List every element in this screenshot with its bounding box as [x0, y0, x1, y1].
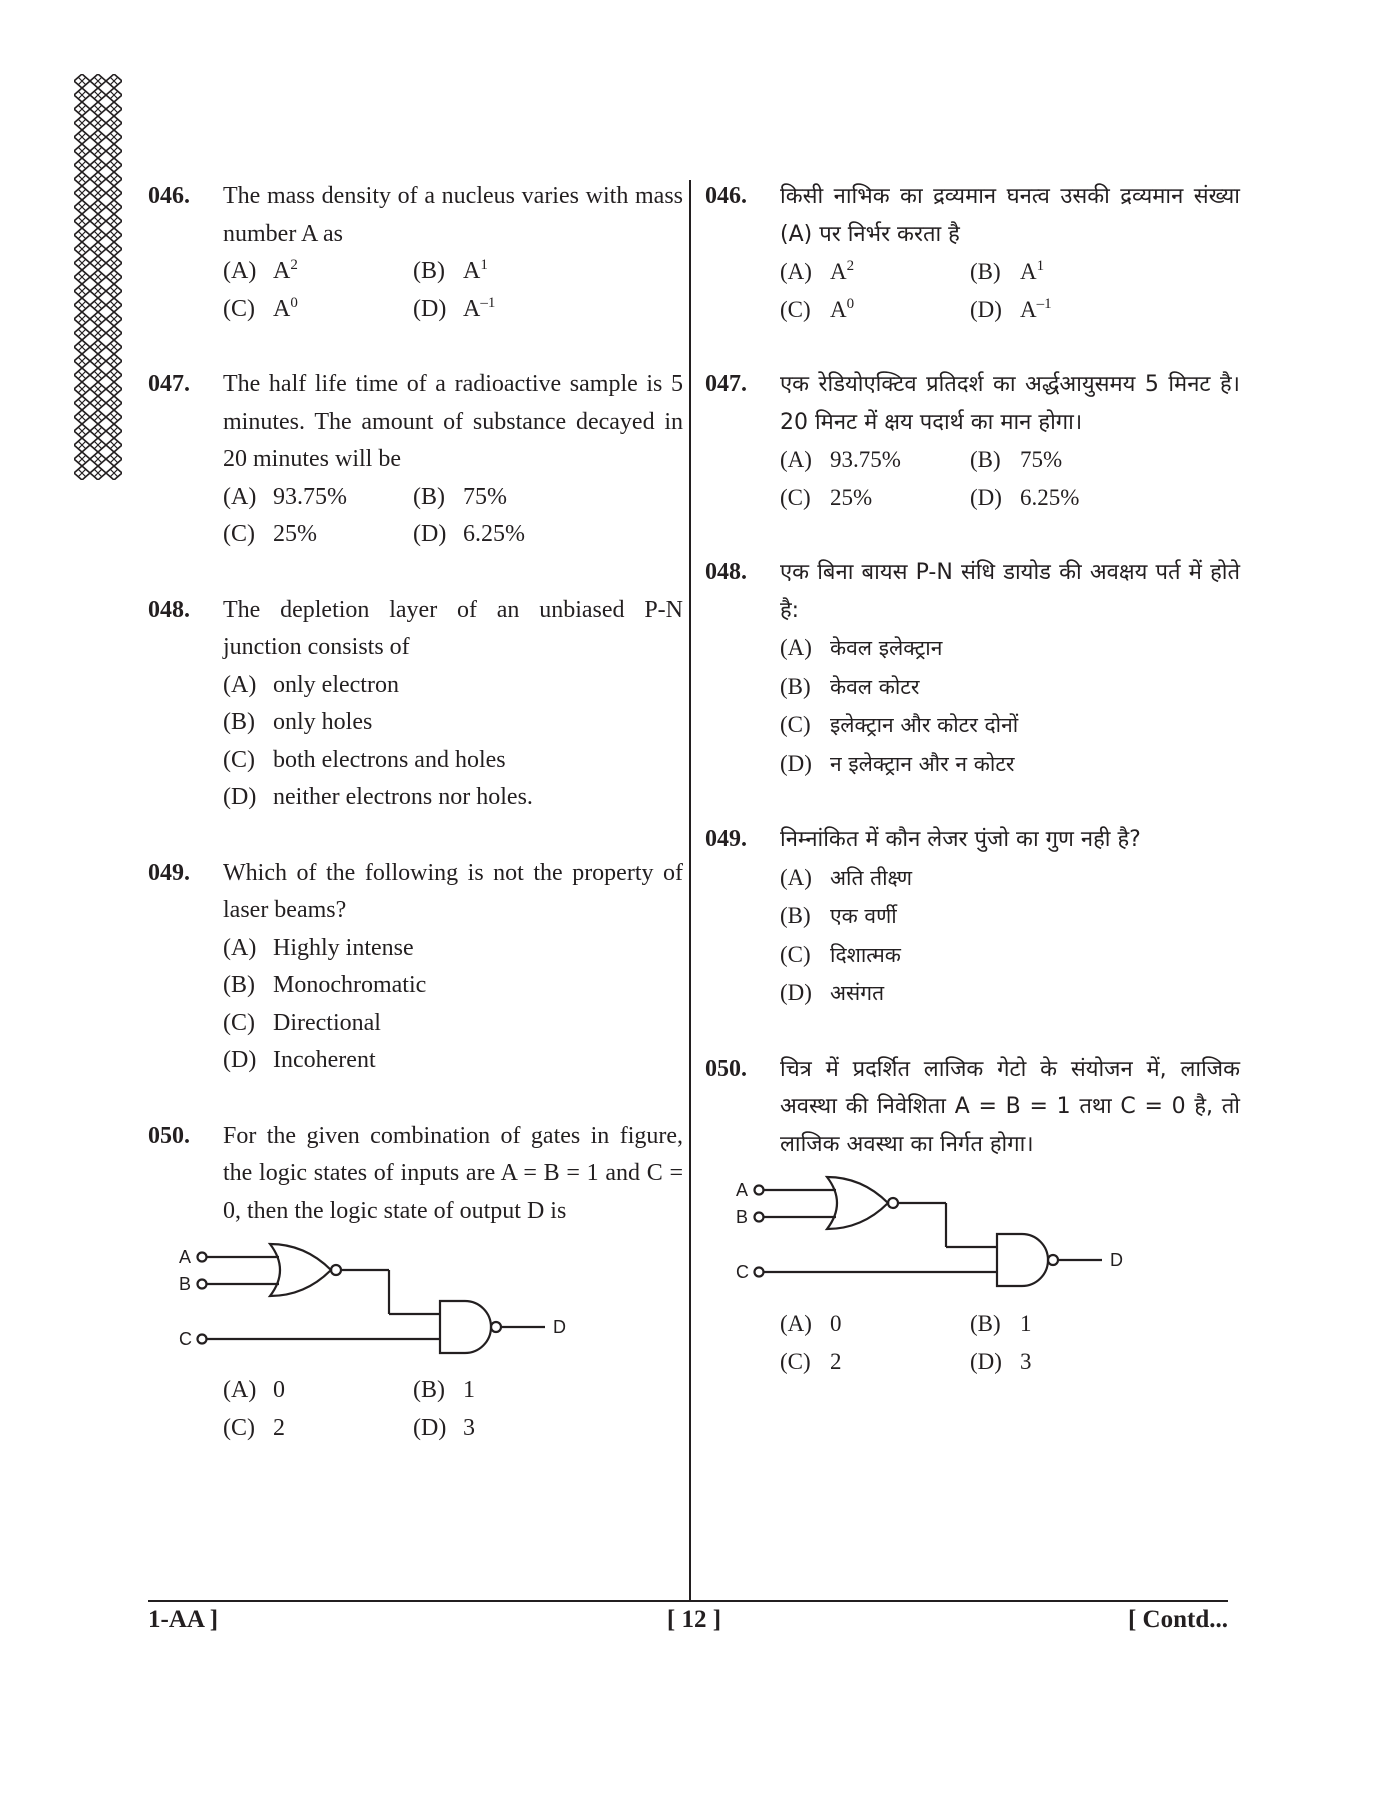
- nand-bubble: [1048, 1255, 1058, 1265]
- option-label: (B): [970, 1311, 1001, 1336]
- question-048: [705, 554, 1240, 783]
- options-list: [780, 441, 1240, 516]
- question-number: 050.: [148, 1122, 190, 1149]
- option-text: 6.25%: [1020, 484, 1080, 510]
- option-text: 3: [1020, 1348, 1032, 1374]
- option-label: (D): [970, 484, 1002, 510]
- option-label: (A): [780, 864, 812, 890]
- option-b: [413, 479, 683, 517]
- option-label: (B): [413, 1377, 445, 1403]
- hindi-column: [705, 178, 1240, 1418]
- input-a-label: A: [736, 1180, 749, 1200]
- option-label: (C): [780, 941, 811, 967]
- nor-gate: [270, 1244, 331, 1296]
- question-text: किसी नाभिक का द्रव्यमान घनत्व उसकी द्रव्यमान संख्या (A) पर निर्भर करता है: [780, 184, 1240, 247]
- option-a: [780, 1305, 970, 1343]
- option-label: (D): [970, 296, 1002, 322]
- question-number: 050.: [705, 1055, 747, 1082]
- option-c: [780, 706, 1240, 745]
- option-exponent: 0: [846, 295, 855, 312]
- question-047: [148, 366, 683, 554]
- options-list: [223, 667, 683, 817]
- option-text: असंगत: [830, 981, 885, 1005]
- option-label: (C): [223, 295, 255, 322]
- option-exponent: 0: [290, 294, 298, 311]
- option-text: 2: [830, 1348, 842, 1374]
- option-text: Highly intense: [273, 934, 414, 961]
- options-list: [780, 253, 1240, 328]
- option-label: (D): [223, 1047, 257, 1073]
- question-050: [705, 1051, 1240, 1381]
- option-label: (C): [780, 1348, 811, 1374]
- option-c: [780, 479, 970, 517]
- logic-circuit-diagram: [732, 1169, 1192, 1299]
- option-label: (C): [780, 484, 811, 510]
- option-label: (D): [413, 295, 447, 322]
- option-b: [223, 967, 683, 1005]
- option-c: [223, 516, 413, 554]
- option-text: 75%: [463, 483, 507, 510]
- option-d: [413, 516, 683, 554]
- nand-gate: [997, 1234, 1048, 1286]
- option-label: (A): [780, 259, 812, 284]
- option-base: A: [1020, 259, 1037, 284]
- option-base: A: [463, 258, 481, 284]
- option-label: (D): [223, 784, 257, 810]
- option-b: [970, 1305, 1240, 1343]
- option-base: A: [463, 295, 481, 322]
- question-number: 046.: [705, 183, 747, 209]
- option-base: A: [1020, 296, 1037, 322]
- option-a: [780, 859, 1240, 898]
- nand-gate: [440, 1301, 491, 1353]
- option-text: only holes: [273, 709, 373, 735]
- option-label: (A): [223, 258, 257, 284]
- option-b: [970, 253, 1240, 291]
- option-d: [970, 479, 1240, 517]
- question-049: [705, 821, 1240, 1013]
- input-a-label: A: [179, 1247, 192, 1267]
- column-divider: [689, 180, 691, 1600]
- input-b-label: B: [736, 1207, 749, 1227]
- option-b: [970, 441, 1240, 479]
- option-label: (C): [223, 1414, 255, 1441]
- option-base: A: [830, 296, 847, 322]
- question-049: [148, 855, 683, 1080]
- option-label: (C): [223, 521, 255, 547]
- option-label: (C): [780, 296, 811, 322]
- option-label: (C): [223, 746, 255, 773]
- question-text: The depletion layer of an unbiased P-N junction consists of: [223, 596, 683, 660]
- option-label: (C): [780, 712, 811, 737]
- option-label: (D): [413, 521, 447, 547]
- page-number: [ 12 ]: [666, 1606, 722, 1633]
- option-label: (D): [413, 1414, 447, 1441]
- question-text: For the given combination of gates in figure, the logic states of inputs are A = B = 1 and C = 0, then the logic state of output D is: [223, 1122, 683, 1224]
- barcode-pattern: [74, 74, 122, 480]
- question-number: 049.: [148, 859, 190, 886]
- option-label: (A): [223, 1377, 257, 1403]
- option-text: दिशात्मक: [830, 942, 901, 967]
- option-d: [780, 974, 1240, 1013]
- input-c-label: C: [736, 1262, 749, 1282]
- option-a: [223, 1372, 413, 1410]
- option-a: [223, 930, 683, 968]
- option-d: [970, 1343, 1240, 1381]
- option-text: 93.75%: [830, 447, 901, 472]
- option-text: Directional: [273, 1009, 381, 1036]
- question-number: 047.: [148, 371, 190, 397]
- option-exponent: 1: [1036, 258, 1045, 274]
- option-text: 6.25%: [463, 521, 525, 547]
- option-label: (A): [780, 635, 812, 660]
- question-text: निम्नांकित में कौन लेजर पुंजो का गुण नही है?: [780, 827, 1141, 852]
- option-text: only electron: [273, 671, 399, 698]
- option-label: (B): [223, 972, 255, 998]
- option-text: एक वर्णी: [830, 904, 897, 928]
- option-label: (B): [970, 447, 1001, 472]
- option-text: केवल कोटर: [830, 674, 920, 699]
- option-c: [223, 291, 413, 329]
- option-exponent: 2: [290, 257, 298, 273]
- option-d: [223, 1042, 683, 1080]
- english-column: [148, 178, 683, 1485]
- option-label: (D): [780, 750, 812, 776]
- option-b: [413, 1372, 683, 1410]
- question-047: [705, 366, 1240, 516]
- option-label: (B): [223, 709, 255, 735]
- output-d-label: D: [553, 1317, 566, 1337]
- input-c-label: C: [179, 1329, 192, 1349]
- option-text: 0: [830, 1311, 842, 1336]
- option-base: A: [273, 258, 291, 284]
- option-c: [780, 1343, 970, 1381]
- option-exponent: –1: [480, 294, 496, 311]
- question-046: [148, 178, 683, 328]
- options-list: [223, 479, 683, 554]
- question-046: [705, 178, 1240, 328]
- option-label: (D): [970, 1348, 1002, 1374]
- question-text: एक रेडियोएक्टिव प्रतिदर्श का अर्द्धआयुसमय 5 मिनट है। 20 मिनट में क्षय पदार्थ का मान होगा।: [780, 372, 1240, 435]
- option-b: [413, 253, 683, 291]
- continued-label: [ Contd...: [1127, 1606, 1228, 1633]
- question-048: [148, 592, 683, 817]
- options-list: [780, 1305, 1240, 1380]
- option-text: 25%: [273, 521, 317, 547]
- logic-circuit-diagram: [175, 1236, 635, 1366]
- option-d: [413, 291, 683, 329]
- question-text: Which of the following is not the property of laser beams?: [223, 859, 683, 923]
- option-text: both electrons and holes: [273, 746, 506, 773]
- input-b-label: B: [179, 1274, 192, 1294]
- option-d: [413, 1410, 683, 1448]
- option-label: (A): [780, 447, 812, 472]
- option-a: [223, 667, 683, 705]
- option-text: 93.75%: [273, 483, 347, 510]
- options-list: [780, 629, 1240, 783]
- question-number: 047.: [705, 371, 747, 397]
- option-base: A: [830, 259, 847, 284]
- option-c: [223, 1410, 413, 1448]
- option-text: 1: [463, 1377, 475, 1403]
- question-text: The half life time of a radioactive sample is 5 minutes. The amount of substance decayed in 20 minutes will be: [223, 371, 683, 472]
- option-d: [780, 745, 1240, 784]
- question-number: 048.: [705, 559, 747, 585]
- option-label: (B): [413, 483, 445, 510]
- question-text: एक बिना बायस P-N संधि डायोड की अवक्षय पर्त में होते है:: [780, 560, 1240, 623]
- option-d: [223, 779, 683, 817]
- options-list: [223, 930, 683, 1080]
- question-number: 049.: [705, 826, 747, 852]
- options-list: [223, 253, 683, 328]
- option-text: Incoherent: [273, 1047, 376, 1073]
- footer-rule: [148, 1600, 1228, 1602]
- option-label: (A): [223, 671, 257, 698]
- options-list: [223, 1372, 683, 1447]
- option-label: (A): [223, 483, 257, 510]
- option-text: 3: [463, 1414, 475, 1441]
- option-text: न इलेक्ट्रान और न कोटर: [830, 751, 1015, 776]
- option-exponent: 1: [480, 257, 488, 273]
- option-label: (D): [780, 980, 812, 1005]
- option-a: [223, 479, 413, 517]
- option-c: [780, 936, 1240, 975]
- option-label: (B): [780, 903, 811, 928]
- option-text: केवल इलेक्ट्रान: [830, 636, 943, 660]
- option-b: [223, 704, 683, 742]
- option-label: (B): [413, 258, 445, 284]
- question-number: 046.: [148, 183, 190, 209]
- option-a: [780, 441, 970, 479]
- option-b: [780, 897, 1240, 936]
- option-label: (B): [780, 673, 811, 699]
- paper-code: 1-AA ]: [148, 1606, 219, 1633]
- question-text: The mass density of a nucleus varies with mass number A as: [223, 183, 683, 247]
- option-d: [970, 291, 1240, 329]
- option-c: [223, 742, 683, 780]
- question-number: 048.: [148, 596, 190, 623]
- option-text: neither electrons nor holes.: [273, 784, 533, 810]
- question-050: [148, 1118, 683, 1448]
- option-text: अति तीक्ष्ण: [830, 865, 913, 890]
- option-text: इलेक्ट्रान और कोटर दोनों: [830, 713, 1019, 737]
- option-label: (A): [780, 1311, 812, 1336]
- options-list: [780, 859, 1240, 1013]
- option-a: [780, 629, 1240, 668]
- option-text: 2: [273, 1414, 285, 1441]
- option-text: 75%: [1020, 447, 1063, 472]
- option-base: A: [273, 295, 291, 322]
- option-text: 0: [273, 1377, 285, 1403]
- option-b: [780, 668, 1240, 707]
- option-a: [223, 253, 413, 291]
- option-c: [780, 291, 970, 329]
- question-text: चित्र में प्रदर्शित लाजिक गेटो के संयोजन में, लाजिक अवस्था की निवेशिता A = B = 1 तथा C = 0 है, तो लाजिक अवस्था का निर्गत होगा।: [780, 1056, 1240, 1157]
- option-a: [780, 253, 970, 291]
- output-d-label: D: [1110, 1250, 1123, 1270]
- option-label: (A): [223, 934, 257, 961]
- option-text: Monochromatic: [273, 972, 427, 998]
- nor-gate: [827, 1177, 888, 1229]
- nand-bubble: [491, 1322, 501, 1332]
- option-exponent: –1: [1036, 295, 1052, 312]
- option-text: 25%: [830, 484, 873, 510]
- option-label: (B): [970, 259, 1001, 284]
- option-text: 1: [1020, 1311, 1032, 1336]
- option-label: (C): [223, 1009, 255, 1036]
- option-c: [223, 1005, 683, 1043]
- option-exponent: 2: [846, 258, 855, 274]
